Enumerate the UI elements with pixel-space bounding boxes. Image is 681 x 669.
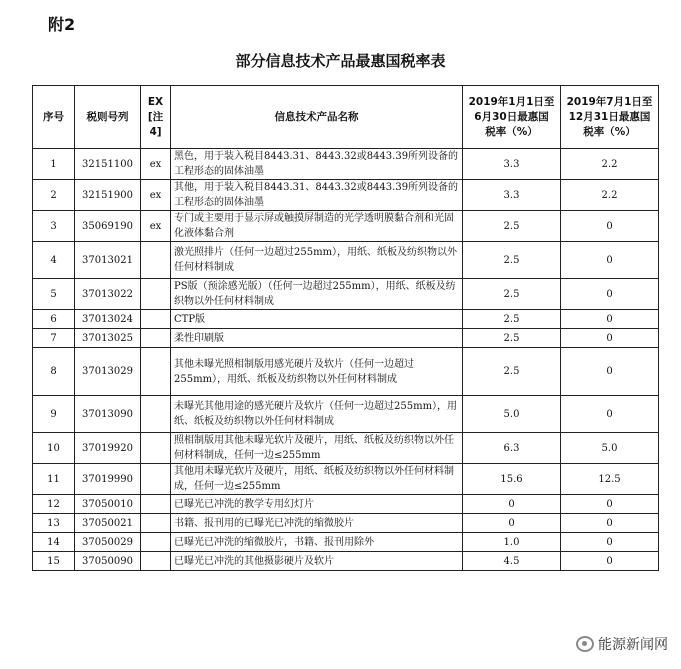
cell-no: 6 (33, 310, 75, 329)
cell-ex (141, 348, 171, 396)
column-header-code: 税则号列 (75, 86, 141, 149)
cell-rate-h1: 5.0 (463, 396, 561, 433)
cell-ex (141, 495, 171, 514)
table-row (33, 433, 659, 464)
cell-rate-h1: 0 (463, 495, 561, 514)
cell-no: 10 (33, 433, 75, 464)
table-row (33, 495, 659, 514)
cell-ex: ex (141, 149, 171, 180)
cell-product-name: PS版（预涂感光版）（任何一边超过255mm），用纸、纸板及纺织物以外任何材料制成 (171, 279, 463, 310)
cell-no: 8 (33, 348, 75, 396)
cell-rate-h2: 0 (561, 348, 659, 396)
cell-rate-h2: 0 (561, 533, 659, 552)
cell-product-name: 柔性印刷版 (171, 329, 463, 348)
chat-bubble-icon (576, 636, 594, 652)
cell-tariff-code: 32151900 (75, 180, 141, 211)
table-row (33, 552, 659, 571)
cell-tariff-code: 37050010 (75, 495, 141, 514)
table-row (33, 348, 659, 396)
cell-tariff-code: 37013029 (75, 348, 141, 396)
cell-rate-h2: 0 (561, 552, 659, 571)
cell-tariff-code: 37013025 (75, 329, 141, 348)
table-row (33, 211, 659, 242)
cell-product-name: 已曝光已冲洗的教学专用幻灯片 (171, 495, 463, 514)
cell-product-name: 已曝光已冲洗的其他摄影硬片及软片 (171, 552, 463, 571)
cell-rate-h2: 5.0 (561, 433, 659, 464)
cell-rate-h1: 2.5 (463, 211, 561, 242)
cell-ex (141, 514, 171, 533)
cell-product-name: 已曝光已冲洗的缩微胶片，书籍、报刊用除外 (171, 533, 463, 552)
watermark-text: 能源新闻网 (598, 637, 668, 653)
cell-rate-h1: 15.6 (463, 464, 561, 495)
cell-rate-h2: 0 (561, 514, 659, 533)
cell-rate-h2: 0 (561, 211, 659, 242)
cell-rate-h2: 2.2 (561, 180, 659, 211)
cell-rate-h2: 0 (561, 310, 659, 329)
cell-tariff-code: 37013090 (75, 396, 141, 433)
cell-product-name: 其他用未曝光软片及硬片，用纸、纸板及纺织物以外任何材料制成，任何一边≤255mm (171, 464, 463, 495)
cell-rate-h2: 0 (561, 329, 659, 348)
cell-tariff-code: 35069190 (75, 211, 141, 242)
cell-ex (141, 279, 171, 310)
cell-no: 5 (33, 279, 75, 310)
cell-rate-h2: 0 (561, 242, 659, 279)
cell-tariff-code: 37050029 (75, 533, 141, 552)
cell-ex: ex (141, 180, 171, 211)
cell-tariff-code: 37013021 (75, 242, 141, 279)
table-row (33, 514, 659, 533)
cell-tariff-code: 37013022 (75, 279, 141, 310)
cell-ex (141, 242, 171, 279)
cell-ex (141, 433, 171, 464)
cell-no: 11 (33, 464, 75, 495)
cell-tariff-code: 37050021 (75, 514, 141, 533)
cell-tariff-code: 32151100 (75, 149, 141, 180)
cell-rate-h1: 2.5 (463, 329, 561, 348)
cell-tariff-code: 37050090 (75, 552, 141, 571)
cell-ex (141, 329, 171, 348)
cell-rate-h2: 2.2 (561, 149, 659, 180)
cell-rate-h2: 0 (561, 396, 659, 433)
cell-tariff-code: 37019920 (75, 433, 141, 464)
table-row (33, 242, 659, 279)
table-header-row (33, 86, 659, 149)
cell-rate-h1: 2.5 (463, 279, 561, 310)
column-header-rate-h1: 2019年1月1日至 6月30日最惠国 税率（%） (463, 86, 561, 149)
cell-ex (141, 552, 171, 571)
watermark (573, 633, 671, 655)
table-row (33, 464, 659, 495)
cell-no: 15 (33, 552, 75, 571)
table-row (33, 533, 659, 552)
cell-rate-h2: 0 (561, 279, 659, 310)
cell-rate-h1: 3.3 (463, 180, 561, 211)
cell-ex (141, 310, 171, 329)
cell-rate-h1: 1.0 (463, 533, 561, 552)
cell-product-name: 照相制版用其他未曝光软片及硬片，用纸、纸板及纺织物以外任何材料制成，任何一边≤255mm (171, 433, 463, 464)
cell-product-name: 其他未曝光照相制版用感光硬片及软片（任何一边超过255mm），用纸、纸板及纺织物以外任何材料制成 (171, 348, 463, 396)
annex-label: 附2 (48, 15, 76, 34)
cell-product-name: 激光照排片（任何一边超过255mm），用纸、纸板及纺织物以外任何材料制成 (171, 242, 463, 279)
table-title: 部分信息技术产品最惠国税率表 (235, 52, 446, 70)
cell-tariff-code: 37013024 (75, 310, 141, 329)
cell-ex: ex (141, 211, 171, 242)
cell-rate-h1: 6.3 (463, 433, 561, 464)
column-header-rate-h2: 2019年7月1日至 12月31日最惠国 税率（%） (561, 86, 659, 149)
cell-no: 7 (33, 329, 75, 348)
cell-rate-h1: 3.3 (463, 149, 561, 180)
cell-rate-h1: 2.5 (463, 310, 561, 329)
cell-product-name: CTP版 (171, 310, 463, 329)
table-row (33, 279, 659, 310)
table-row (33, 149, 659, 180)
cell-no: 3 (33, 211, 75, 242)
cell-no: 4 (33, 242, 75, 279)
cell-no: 2 (33, 180, 75, 211)
tariff-rate-table (32, 85, 659, 571)
cell-ex (141, 396, 171, 433)
cell-tariff-code: 37019990 (75, 464, 141, 495)
cell-no: 13 (33, 514, 75, 533)
column-header-no: 序号 (33, 86, 75, 149)
cell-product-name: 书籍、报刊用的已曝光已冲洗的缩微胶片 (171, 514, 463, 533)
cell-no: 12 (33, 495, 75, 514)
table-row (33, 396, 659, 433)
table-row (33, 180, 659, 211)
column-header-name: 信息技术产品名称 (171, 86, 463, 149)
cell-rate-h1: 4.5 (463, 552, 561, 571)
cell-product-name: 未曝光其他用途的感光硬片及软片（任何一边超过255mm），用纸、纸板及纺织物以外任何材料制成 (171, 396, 463, 433)
column-header-ex: EX [注4] (141, 86, 171, 149)
table-row (33, 310, 659, 329)
cell-ex (141, 533, 171, 552)
cell-rate-h1: 2.5 (463, 348, 561, 396)
cell-no: 14 (33, 533, 75, 552)
cell-product-name: 专门或主要用于显示屏或触摸屏制造的光学透明膜黏合剂和光固化液体黏合剂 (171, 211, 463, 242)
cell-rate-h1: 0 (463, 514, 561, 533)
cell-no: 1 (33, 149, 75, 180)
cell-ex (141, 464, 171, 495)
cell-no: 9 (33, 396, 75, 433)
table-row (33, 329, 659, 348)
cell-rate-h1: 2.5 (463, 242, 561, 279)
cell-product-name: 其他，用于装入税目8443.31、8443.32或8443.39所列设备的工程形态的固体油墨 (171, 180, 463, 211)
cell-rate-h2: 12.5 (561, 464, 659, 495)
cell-rate-h2: 0 (561, 495, 659, 514)
cell-product-name: 黑色，用于装入税目8443.31、8443.32或8443.39所列设备的工程形态的固体油墨 (171, 149, 463, 180)
